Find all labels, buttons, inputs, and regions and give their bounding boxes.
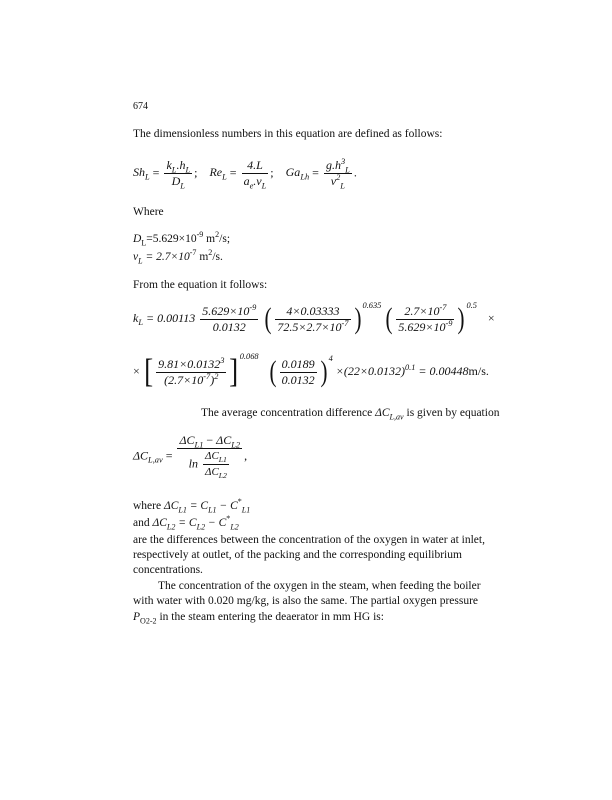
where-label: Where <box>133 206 164 218</box>
paragraph-2-line-3: $P_{O2-2}$ in the steam entering the deaerator in mm HG is: <box>133 611 384 626</box>
where-delta-cl1: where $\Delta C_{L1} = C_{L1} - C^*_{L1}$ <box>133 497 251 515</box>
ga-fraction: $\frac{g.h^3_L}{v^2_L}$ <box>325 157 350 191</box>
intro-text: The dimensionless numbers in this equation are defined as follows: <box>133 128 443 140</box>
from-equation-text: From the equation it follows: <box>133 279 268 291</box>
paragraph-2-line-1: The concentration of the oxygen in the steam, when feeding the boiler <box>158 580 481 592</box>
page-number: 674 <box>133 101 148 112</box>
ga-symbol: $Ga_{Lh}$ <box>285 165 310 182</box>
log-mean-fraction: $\Delta C_{L1} - \Delta C_{L2}$ ln $\frac{\Delta C_{L1}}{\Delta C_{L2}}$ <box>179 433 241 481</box>
definitions-row: $Sh_L$ = $\frac{k_L.h_L}{D_L}$ ; $Re_L$ = $\frac{4.L}{a_e.v_L}$ ; $Ga_{Lh}$ = $\frac{g.h^3_L}{v^2_L}$ . <box>133 157 357 191</box>
fraction-3: $\frac{2.7\times 10^{-7}}{5.629\times 10^{-9}}$ <box>398 302 453 334</box>
kl-equation-line1: $k_L = 0.00113$ $\frac{5.629\times 10^{-9}}{0.0132}$ ( $\frac{4\times 0.03333}{72.5\times 2.7\times 10^{-7}}$ ) $^{0.635}$ ( $\frac{2.7\times 10^{-7}}{5.629\times 10^{-9}}$ ) $^{0.5}$ × <box>133 300 495 335</box>
paragraph-1-line-2: respectively at outlet, of the packing and the corresponding equilibrium <box>133 549 462 561</box>
fraction-4: $\frac{9.81\times 0.0132^3}{(2.7\times 10^{-7})^2}$ <box>158 355 225 387</box>
re-fraction: $\frac{4.L}{a_e.v_L}$ <box>243 158 267 191</box>
and-delta-cl2: and $\Delta C_{L2} = C_{L2} - C^*_{L2}$ <box>133 514 239 532</box>
vl-definition: $v_L = 2.7\times 10^{-7}$ $m^2/s$. <box>133 248 223 266</box>
fraction-1: $\frac{5.629\times 10^{-9}}{0.0132}$ <box>202 302 257 334</box>
paragraph-2-line-2: with water with 0.020 mg/kg, is also the same. The partial oxygen pressure <box>133 595 479 607</box>
dl-definition: $D_L=5.629\times 10^{-9}$ $m^2/s$; <box>133 230 231 248</box>
fraction-2: $\frac{4\times 0.03333}{72.5\times 2.7\times 10^{-7}}$ <box>277 303 349 334</box>
avg-concentration-text: The average concentration difference $\Delta C_{L,av}$ is given by equation <box>201 407 500 422</box>
sh-symbol: $Sh_L$ <box>133 165 150 182</box>
fraction-5: $\frac{0.0189}{0.0132}$ <box>281 356 315 387</box>
sh-fraction: $\frac{k_L.h_L}{D_L}$ <box>166 158 191 191</box>
re-symbol: $Re_L$ <box>209 165 227 182</box>
kl-equation-line2: × [ $\frac{9.81\times 0.0132^3}{(2.7\times 10^{-7})^2}$ ]$^{0.068}$ ( $\frac{0.0189}{0.0132}$ ) $^4 \times(22\times 0.0132)^{0.1} = 0.00448m/s$. <box>133 351 489 390</box>
delta-c-avg-equation: $\Delta C_{L,av}$ = $\Delta C_{L1} - \Delta C_{L2}$ ln $\frac{\Delta C_{L1}}{\Delta C_{L2}}$ , <box>133 433 248 481</box>
paragraph-1-line-3: concentrations. <box>133 564 203 576</box>
paragraph-1-line-1: are the differences between the concentration of the oxygen in water at inlet, <box>133 534 485 546</box>
ln-fraction: $\frac{\Delta C_{L1}}{\Delta C_{L2}}$ <box>204 450 227 481</box>
